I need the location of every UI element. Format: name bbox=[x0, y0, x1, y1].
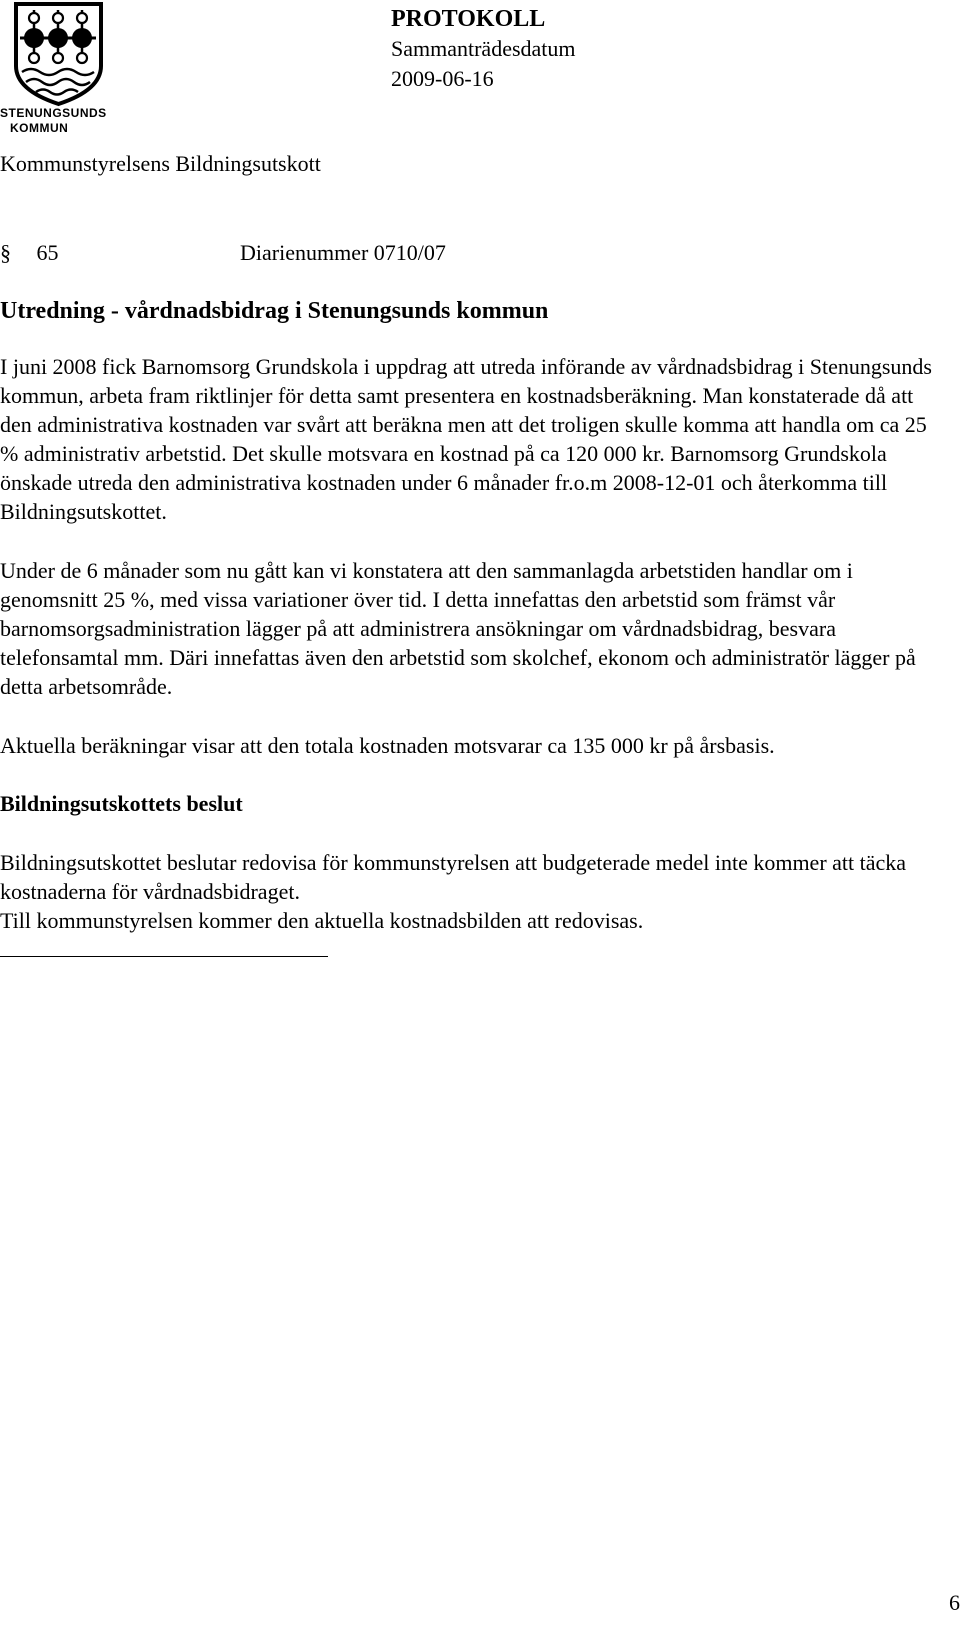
decision-followup: Till kommunstyrelsen kommer den aktuella kostnadsbilden att redovisas. bbox=[0, 908, 644, 933]
meeting-date: 2009-06-16 bbox=[391, 66, 494, 91]
diary-number: Diarienummer 0710/07 bbox=[240, 240, 446, 265]
paragraph-cost: Aktuella beräkningar visar att den totala kostnaden motsvarar ca 135 000 kr på årsbasis. bbox=[0, 733, 775, 758]
document-type: PROTOKOLL bbox=[391, 6, 546, 32]
logo-text bbox=[0, 106, 120, 136]
document-header bbox=[391, 4, 576, 94]
logo-line-1: STENUNGSUNDS bbox=[0, 106, 107, 120]
separator-line bbox=[0, 956, 328, 957]
municipality-logo bbox=[0, 0, 120, 136]
paragraph-background: I juni 2008 fick Barnomsorg Grundskola i uppdrag att utreda införande av vårdnadsbidrag i Stenungsunds kommun, arbeta fram riktlinjer för detta samt presentera en kostnadsberäkning. Man konstaterade då att den administrativa kostnaden var svårt att beräkna men att det troligen skulle komma att handla om ca 25 % administrativ arbetstid. Det skulle motsvara en kostnad på ca 120 000 kr. Barnomsorg Grundskola önskade utreda den administrativa kostnaden under 6 månader fr.o.m 2008-12-01 och återkomma till Bildningsutskottet. bbox=[0, 354, 932, 524]
coat-of-arms-icon bbox=[0, 0, 120, 110]
committee-name: Kommunstyrelsens Bildningsutskott bbox=[0, 151, 321, 176]
section-symbol: § bbox=[0, 240, 11, 265]
logo-line-2: KOMMUN bbox=[10, 121, 69, 135]
item-title: Utredning - vårdnadsbidrag i Stenungsunds kommun bbox=[0, 298, 549, 324]
page-number: 6 bbox=[949, 1590, 960, 1615]
section-number: 65 bbox=[36, 240, 59, 265]
decision-text: Bildningsutskottet beslutar redovisa för kommunstyrelsen att budgeterade medel inte kommer att täcka kostnaderna för vårdnadsbidraget. bbox=[0, 850, 907, 904]
paragraph-findings: Under de 6 månader som nu gått kan vi konstatera att den sammanlagda arbetstiden handlar om i genomsnitt 25 %, med vissa variationer över tid. I detta innefattas den arbetstid som främst vår barnomsorgsadministration lägger på att administrera ansökningar om vårdnadsbidrag, besvara telefonsamtal mm. Däri innefattas även den arbetstid som skolchef, ekonom och administratör lägger på detta arbetsområde. bbox=[0, 558, 916, 699]
decision-heading: Bildningsutskottets beslut bbox=[0, 791, 243, 816]
meeting-date-label: Sammanträdesdatum bbox=[391, 36, 576, 61]
section-line bbox=[0, 238, 446, 268]
